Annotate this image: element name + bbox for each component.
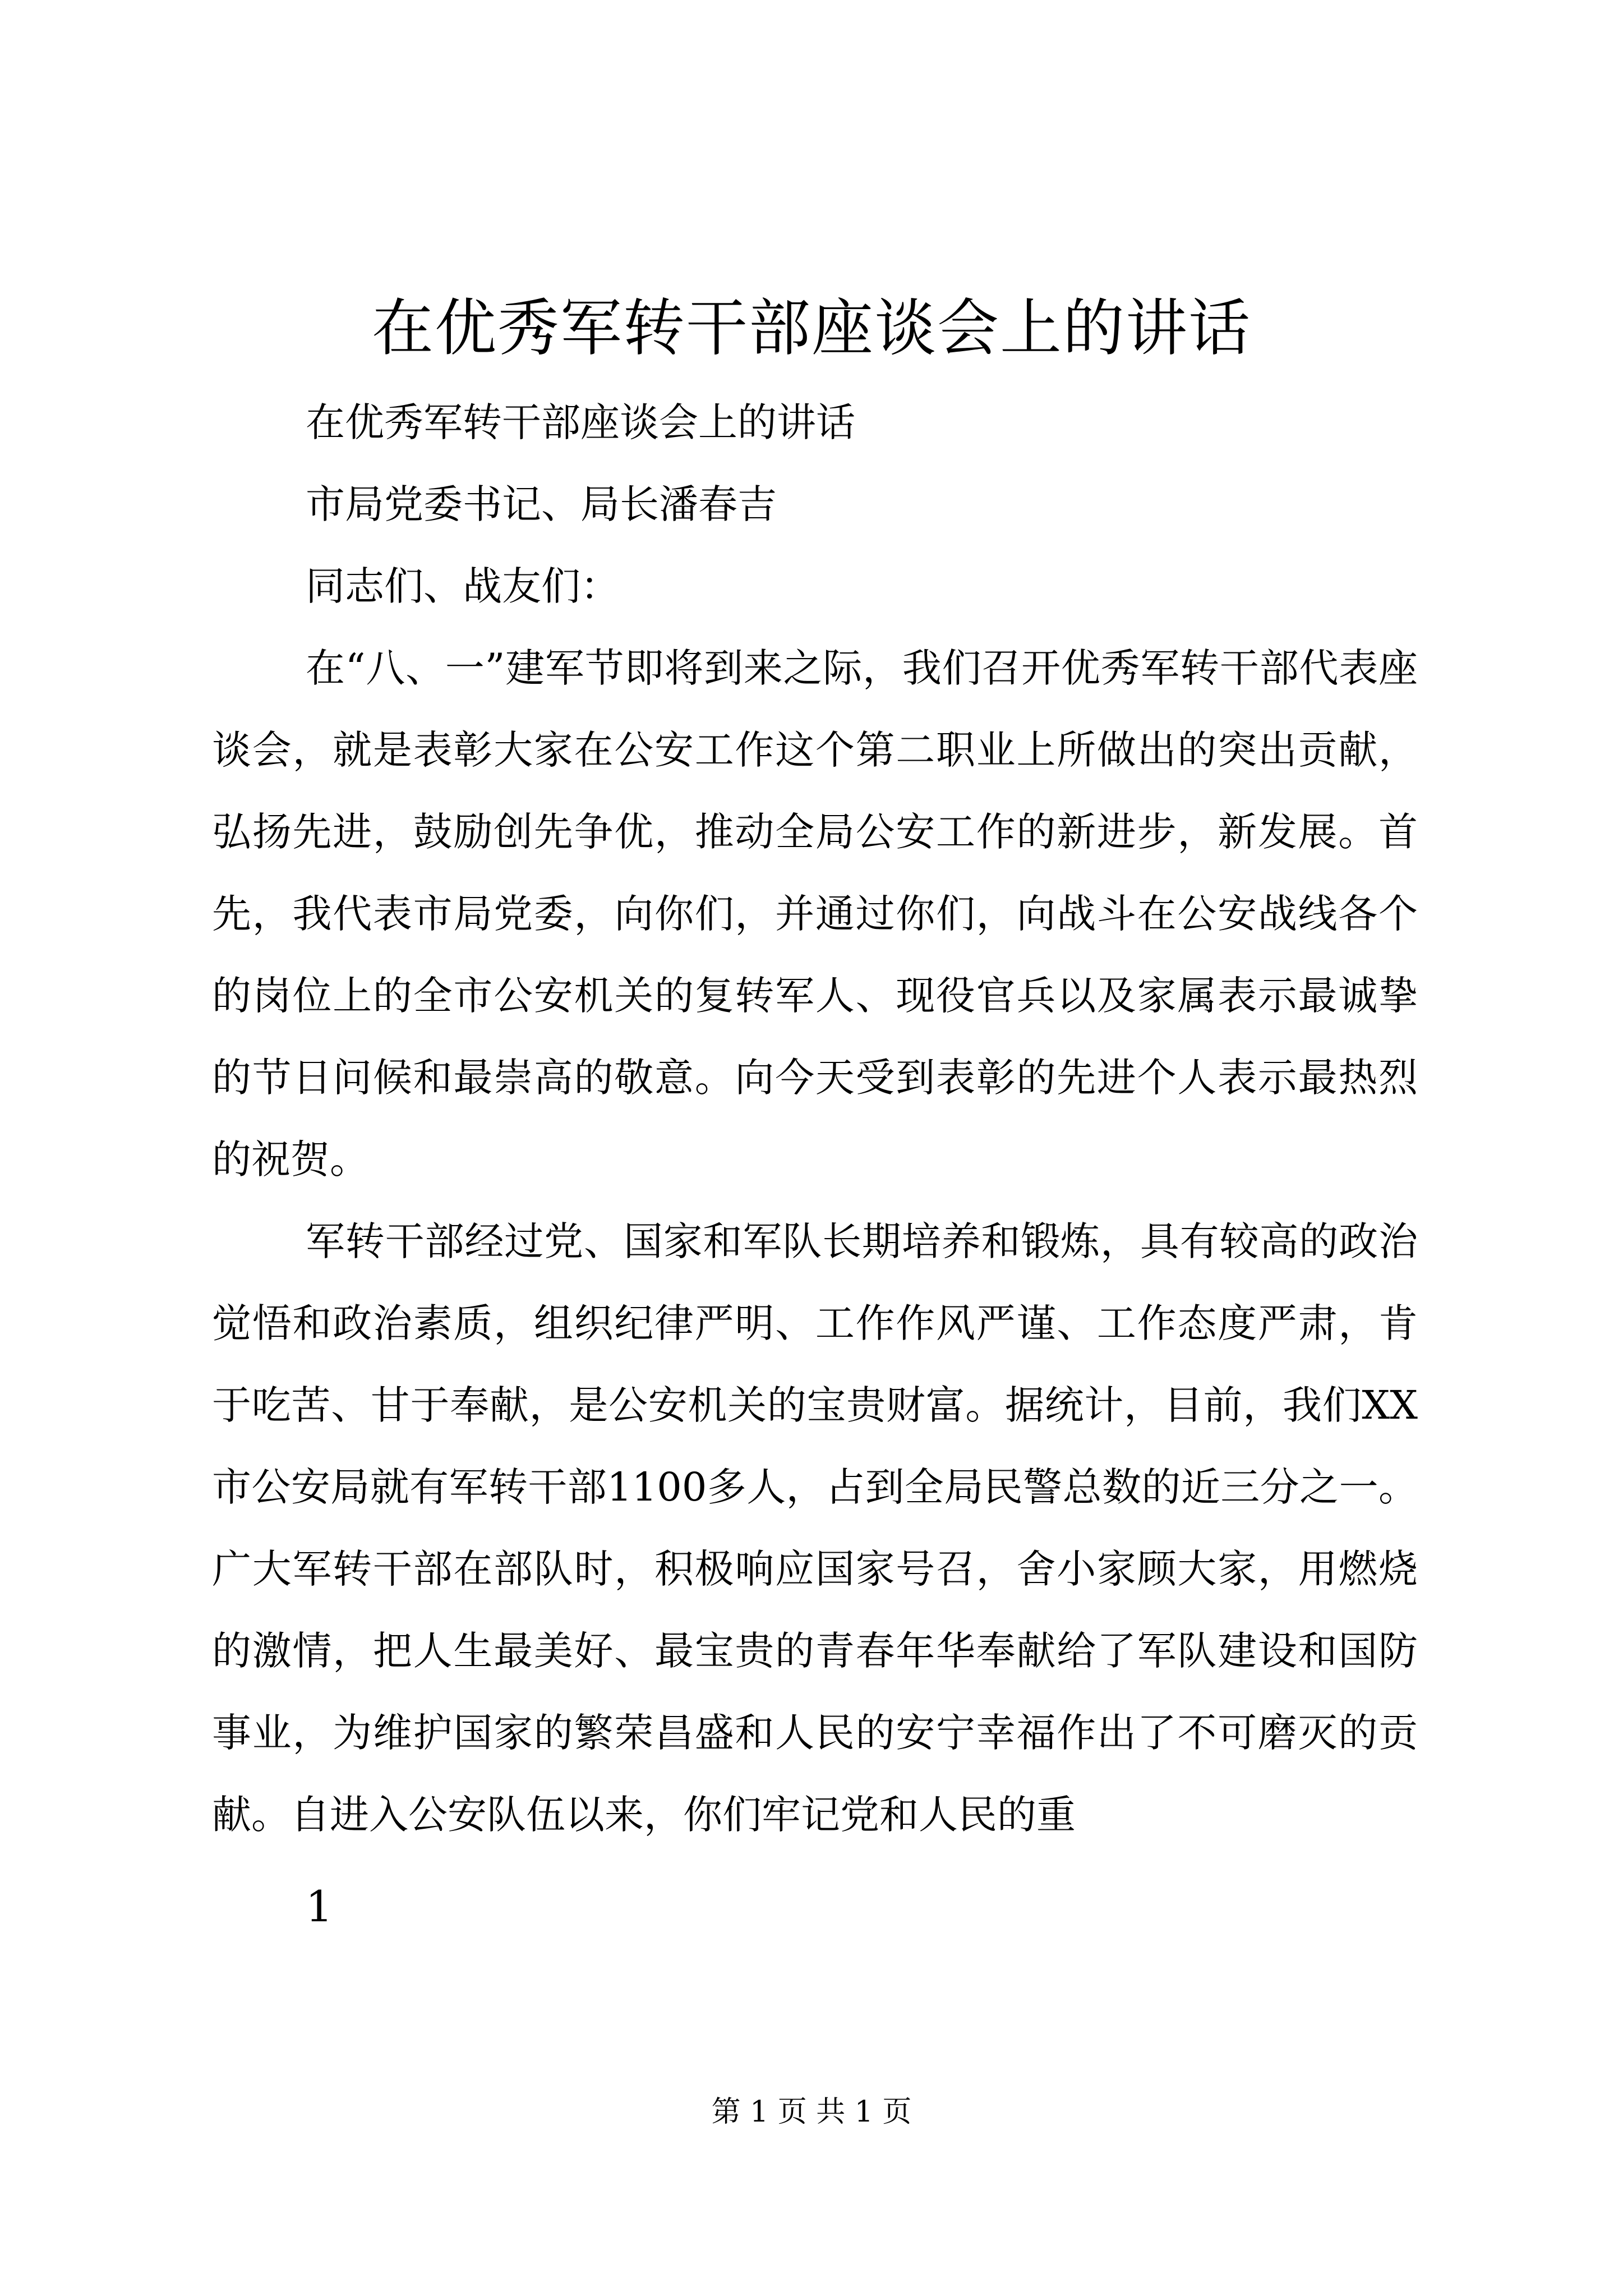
document-body [212, 381, 1418, 1948]
page-footer: 第 1 页 共 1 页 [711, 2095, 912, 2129]
subtitle-line: 在优秀军转干部座谈会上的讲话 [306, 399, 855, 445]
body-paragraph: 军转干部经过党、国家和军队长期培养和锻炼，具有较高的政治觉悟和政治素质，组织纪律严明、工作作风严谨、工作态度严肃，肯于吃苦、甘于奉献，是公安机关的宝贵财富。据统计，目前，我们XX市公安局就有军转干部1100多人，占到全局民警总数的近三分之一。广大军转干部在部队时，积极响应国家号召，舍小家顾大家，用燃烧的激情，把人生最美好、最宝贵的青春年华奉献给了军队建设和国防事业，为维护国家的繁荣昌盛和人民的安宁幸福作出了不可磨灭的贡献。自进入公安队伍以来，你们牢记党和人民的重 [212, 1218, 1418, 1838]
body-paragraph: 在“八、一”建军节即将到来之际，我们召开优秀军转干部代表座谈会，就是表彰大家在公安工作这个第二职业上所做出的突出贡献，弘扬先进，鼓励创先争优，推动全局公安工作的新进步，新发展。首先，我代表市局党委，向你们，并通过你们，向战斗在公安战线各个的岗位上的全市公安机关的复转军人、现役官兵以及家属表示最诚挚的节日问候和最崇高的敬意。向今天受到表彰的先进个人表示最热烈的祝贺。 [212, 645, 1418, 1182]
speaker-line: 市局党委书记、局长潘春吉 [306, 481, 777, 527]
inline-page-number: 1 [306, 1881, 333, 1931]
greeting-line: 同志们、战友们： [306, 563, 620, 609]
document-title: 在优秀军转干部座谈会上的讲话 [372, 292, 1251, 364]
